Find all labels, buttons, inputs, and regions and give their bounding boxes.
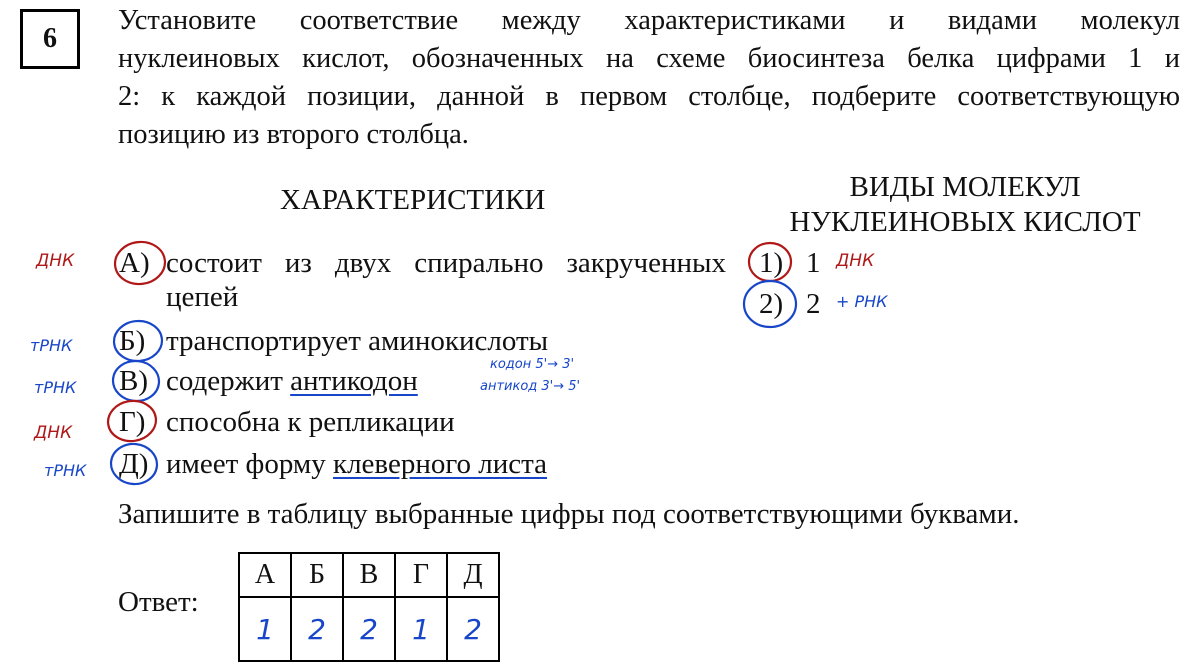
task-text <box>118 2 1180 154</box>
characteristic-a-text-line2: цепей <box>166 281 239 313</box>
molecule-type-2-label: 2) <box>759 288 784 320</box>
molecule-type-2-value: 2 <box>806 288 821 320</box>
task-line: 2: к каждой позиции, данной в первом столбце, подберите соответствующую <box>118 81 1180 112</box>
answer-value-cell[interactable]: 2 <box>343 597 395 661</box>
letter-g: Г) <box>119 406 146 438</box>
answer-value-cell[interactable]: 2 <box>291 597 343 661</box>
characteristic-b-text: транспортирует аминокислоты <box>166 325 549 357</box>
answer-header-cell: В <box>343 553 395 597</box>
answer-header-cell: Д <box>447 553 499 597</box>
molecule-type-1-label: 1) <box>759 247 784 279</box>
answer-header-cell: Б <box>291 553 343 597</box>
answer-table <box>238 552 500 662</box>
instruction-text: Запишите в таблицу выбранные цифры под соответствующими буквами. <box>118 498 1020 530</box>
letter-b: Б) <box>119 325 146 357</box>
question-number: 6 <box>20 9 80 69</box>
letter-v: В) <box>119 365 148 397</box>
characteristic-v-text <box>166 364 418 399</box>
molecule-type-1-value: 1 <box>806 247 821 279</box>
task-line: Установите соответствие между характеристиками и видами молекул <box>118 5 1180 36</box>
anticodon-note: антикод 3'→ 5' <box>480 379 581 394</box>
characteristic-g-text: способна к репликации <box>166 406 455 438</box>
answer-value-cell[interactable]: 1 <box>395 597 447 661</box>
answer-value-cell[interactable]: 1 <box>239 597 291 661</box>
molecule-type-1-note: ДНК <box>836 251 875 271</box>
molecule-types-header-line: ВИДЫ МОЛЕКУЛ <box>849 171 1081 203</box>
handwritten-note-a: ДНК <box>36 251 75 271</box>
characteristic-v-text-before: содержит <box>166 365 291 397</box>
characteristic-a-text: состоит из двух спирально закрученных <box>166 247 726 279</box>
molecule-types-header <box>770 170 1160 240</box>
handwritten-note-d: тРНК <box>44 461 87 480</box>
task-line: позицию из второго столбца. <box>118 119 469 150</box>
underlined-clover-leaf: клеверного листа <box>333 448 548 480</box>
characteristic-d-text-before: имеет форму <box>166 448 333 480</box>
answer-label: Ответ: <box>118 586 199 618</box>
characteristic-d-text <box>166 447 547 482</box>
answer-table-value-row <box>239 597 499 661</box>
molecule-types-header-line: НУКЛЕИНОВЫХ КИСЛОТ <box>789 206 1141 238</box>
answer-table-header-row <box>239 553 499 597</box>
characteristics-header: ХАРАКТЕРИСТИКИ <box>280 184 546 216</box>
task-line: нуклеиновых кислот, обозначенных на схеме биосинтеза белка цифрами 1 и <box>118 43 1180 74</box>
handwritten-note-v: тРНК <box>34 378 77 397</box>
letter-a: А) <box>119 247 150 279</box>
handwritten-note-b: тРНК <box>30 336 73 355</box>
codon-note: кодон 5'→ 3' <box>490 357 575 372</box>
letter-d: Д) <box>119 448 149 480</box>
answer-header-cell: Г <box>395 553 447 597</box>
molecule-type-2-note: + РНК <box>836 292 888 311</box>
answer-header-cell: А <box>239 553 291 597</box>
answer-value-cell[interactable]: 2 <box>447 597 499 661</box>
handwritten-note-g: ДНК <box>34 423 73 443</box>
underlined-anticodon: антикодон <box>290 365 418 397</box>
